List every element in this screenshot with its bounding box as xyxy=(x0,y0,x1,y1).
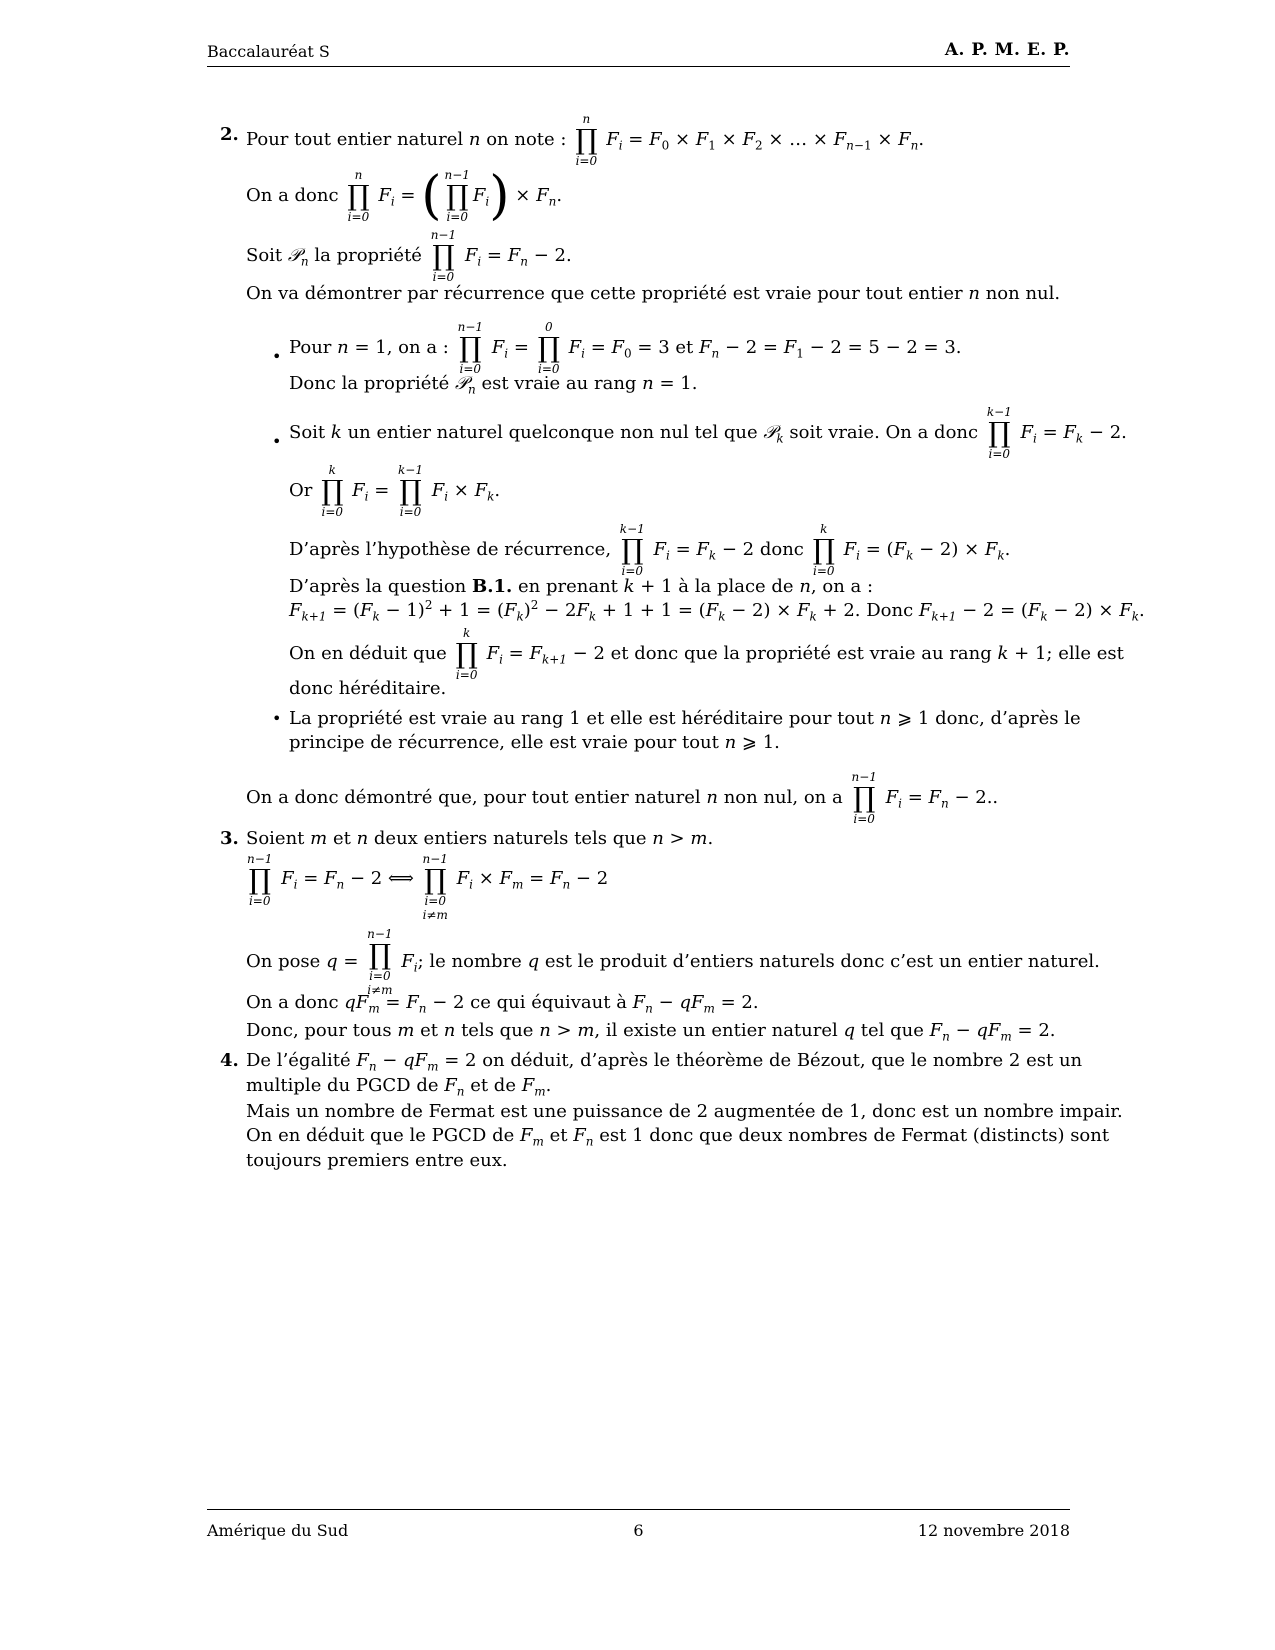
q2-method: On va démontrer par récurrence que cette propriété est vraie pour tout entier n non nul. xyxy=(246,283,1061,304)
q3-conclusion: Donc, pour tous m et n tels que n > m, il existe un entier naturel q tel que $F_n - qF_m = 2$. xyxy=(246,1020,1056,1044)
header-right: A. P. M. E. P. xyxy=(944,40,1070,60)
bullet-icon: • xyxy=(272,709,282,728)
q2-initialisation: • Pour n = 1, on a : n−1 ∏ i=0 $F_i$ = 0 ∏ i=0 $F_i = F_0 = 3$ et $F_n - 2 = F_1 - 2 = 5 - 2 = 3$. xyxy=(272,320,962,376)
q3-equivalent-form: On a donc $qF_m = F_n - 2$ ce qui équivaut à $F_n - qF_m = 2$. xyxy=(246,992,759,1016)
bullet-icon: • xyxy=(272,432,282,451)
q2-computation: $F_{k+1} = (F_k - 1)^2 + 1 = (F_k)^2 - 2F_k + 1 + 1 = (F_k - 2) \times F_k + 2$. Donc $F_{k+1} - 2 = (F_k - 2) \times F_k$. xyxy=(289,598,1145,624)
q2-final-result: On a donc démontré que, pour tout entier naturel n non nul, on a n−1 ∏ i=0 $F_i = F_n - 2$.. xyxy=(246,770,999,826)
q4-line-2: multiple du PGCD de $F_n$ et de $F_m$. xyxy=(246,1075,552,1099)
q2-definition: Pour tout entier naturel n on note : n ∏ i=0 $F_i = F_0 \times F_1 \times F_2$ × … × $F_{n-1} \times F_n$. xyxy=(246,112,925,168)
q4-line-5: toujours premiers entre eux. xyxy=(246,1150,508,1171)
footer-date: 12 novembre 2018 xyxy=(917,1521,1070,1540)
q4-line-1: De l’égalité $F_n - qF_m = 2$ on déduit, d’après le théorème de Bézout, que le nombre 2 est un xyxy=(246,1050,1083,1074)
q2-heredity-or: Or k ∏ i=0 $F_i$ = k−1 ∏ i=0 $F_i \times F_k$. xyxy=(289,463,501,519)
q2-recurrence-conclusion: • La propriété est vraie au rang 1 et elle est héréditaire pour tout n ⩾ 1 donc, d’après le xyxy=(289,706,1081,732)
q2-heredity-conclusion: donc héréditaire. xyxy=(289,678,447,699)
q2-initialisation-conclusion: Donc la propriété 𝒫$_n$ est vraie au rang n = 1. xyxy=(289,373,698,397)
bullet-icon: • xyxy=(272,347,282,366)
q2-recursive-product: On a donc n ∏ i=0 $F_i$ = ( n−1 ∏ i=0 $F_i) \times F_n$. xyxy=(246,166,563,226)
q2-heredity-deduction: On en déduit que k ∏ i=0 $F_i = F_{k+1} - 2$ et donc que la propriété est vraie au rang k + 1; elle est xyxy=(289,626,1124,682)
question-3-number: 3. xyxy=(220,828,239,849)
q2-question-reference: D’après la question B.1. en prenant k + 1 à la place de n, on a : xyxy=(289,576,874,597)
q3-equivalence: n−1 ∏ i=0 $F_i = F_n - 2$ ⟺ n−1 ∏ i=0 i≠m $F_i \times F_m = F_n - 2$ xyxy=(247,852,609,922)
q2-property-statement: Soit 𝒫$_n$ la propriété n−1 ∏ i=0 $F_i = F_n - 2$. xyxy=(246,228,572,284)
q4-line-4: On en déduit que le PGCD de $F_m$ et $F_n$ est 1 donc que deux nombres de Fermat (distincts) sont xyxy=(246,1125,1110,1149)
footer-left: Amérique du Sud xyxy=(207,1521,349,1540)
page-header xyxy=(207,40,1070,67)
question-4-number: 4. xyxy=(220,1050,239,1071)
q3-hypothesis: Soient m et n deux entiers naturels tels que n > m. xyxy=(246,828,714,849)
q4-line-3: Mais un nombre de Fermat est une puissance de 2 augmentée de 1, donc est un nombre impair. xyxy=(246,1101,1123,1122)
header-left: Baccalauréat S xyxy=(207,42,330,61)
question-2-number: 2. xyxy=(220,124,239,145)
page-footer xyxy=(207,1509,1070,1540)
q2-heredity-hypothesis: • Soit k un entier naturel quelconque non nul tel que 𝒫$_k$ soit vraie. On a donc k−1 ∏ i=0 $F_i = F_k - 2$. xyxy=(272,405,1127,461)
q3-definition-q: On pose q = n−1 ∏ i=0 i≠m $F_i$; le nombre q est le produit d’entiers naturels donc c’est un entier naturel. xyxy=(246,927,1100,997)
page-number: 6 xyxy=(633,1521,644,1540)
q2-heredity-use: D’après l’hypothèse de récurrence, k−1 ∏ i=0 $F_i = F_k - 2$ donc k ∏ i=0 $F_i = (F_k - 2) \times F_k$. xyxy=(289,522,1011,578)
q2-recurrence-conclusion-2: principe de récurrence, elle est vraie pour tout n ⩾ 1. xyxy=(289,732,780,753)
